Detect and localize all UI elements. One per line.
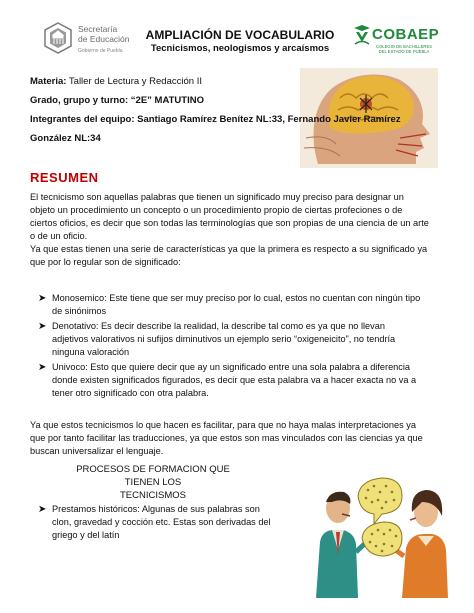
conversation-illustration bbox=[302, 472, 458, 598]
secretaria-line1: Secretaría bbox=[78, 24, 118, 34]
paragraph-line: ciertos oficios, es decir que son todas las terminologías que son propias de una ciencia de un arte bbox=[30, 218, 429, 228]
procesos-heading-line1: PROCESOS DE FORMACION QUE TIENEN LOS bbox=[76, 464, 230, 488]
cobaep-name: COBAEP bbox=[372, 26, 440, 43]
list-item-monosemico bbox=[38, 292, 448, 320]
bullet-line: donde existen significados figurados, es decir que esta palabra va a hacer exacta no va a bbox=[52, 375, 417, 385]
procesos-heading bbox=[58, 463, 248, 502]
integrantes-line1: Integrantes del equipo: Santiago Ramírez Benítez NL:33, Fernando Javier Ramírez bbox=[30, 114, 401, 125]
paragraph-line: que por tanto facilitar las traducciones, ya que estos son mas vinculados con las ciencias ya que bbox=[30, 433, 423, 443]
paragraph-line: El tecnicismo son aquellas palabras que tienen un significado muy preciso para designar un bbox=[30, 192, 404, 202]
paragraph-line: o de un oficio. bbox=[30, 231, 88, 241]
resumen-paragraph-3 bbox=[30, 419, 450, 458]
arrow-bullet-icon: ➤ bbox=[38, 362, 47, 373]
arrow-bullet-icon: ➤ bbox=[38, 504, 47, 515]
bullet-line: Univoco: Esto que quiere decir que ay un significado entre una sola palabra a diferencia bbox=[52, 362, 411, 372]
bullet-line: griego y del latín bbox=[52, 530, 120, 540]
resumen-paragraph-1 bbox=[30, 191, 450, 243]
cobaep-logo bbox=[352, 20, 440, 68]
arrow-bullet-icon: ➤ bbox=[38, 293, 47, 304]
bullet-line: Monosemico: Este tiene que ser muy preciso por lo cual, estos no cuentan con ningún tipo bbox=[52, 293, 421, 303]
document-subtitle: Tecnicismos, neologismos y arcaísmos bbox=[150, 43, 330, 54]
bullet-line: Denotativo: Es decir describe la realidad, la describe tal como es ya que no llevan bbox=[52, 321, 385, 331]
grado-line: Grado, grupo y turno: “2E” MATUTINO bbox=[30, 95, 204, 106]
bullet-line: tener otro significado con otra palabra. bbox=[52, 388, 209, 398]
procesos-heading-line2: TECNICISMOS bbox=[120, 490, 186, 501]
materia-label: Materia: bbox=[30, 76, 67, 87]
secretaria-line2: de Educación bbox=[78, 34, 130, 44]
document-title: AMPLIACIÓN DE VOCABULARIO bbox=[145, 28, 335, 42]
secretaria-line3: Gobierno de Puebla bbox=[78, 48, 123, 54]
bullet-line: de sinónimos bbox=[52, 306, 107, 316]
secretaria-emblem-icon bbox=[44, 22, 72, 54]
bullet-line: Prestamos históricos: Algunas de sus palabras son bbox=[52, 504, 260, 514]
materia-value: Taller de Lectura y Redacción II bbox=[66, 76, 202, 87]
paragraph-line: Ya que estas tienen una serie de características ya que la primera es respecto a su significado ya bbox=[30, 244, 428, 254]
bullet-line: ninguna valoración bbox=[52, 347, 130, 357]
integrantes-line2: González NL:34 bbox=[30, 133, 101, 144]
resumen-heading: RESUMEN bbox=[30, 170, 99, 185]
materia-line bbox=[30, 76, 202, 87]
cobaep-subtitle: COLEGIO DE BACHILLERES DEL ESTADO DE PUEBLA bbox=[375, 44, 433, 54]
paragraph-line: que por lo regular son de significado: bbox=[30, 257, 181, 267]
resumen-paragraph-2 bbox=[30, 243, 450, 269]
list-item-prestamos bbox=[38, 503, 288, 545]
bullet-line: clon, gravedad y cocción etc. Estas son derivadas del bbox=[52, 517, 271, 527]
paragraph-line: objeto un procedimiento un concepto o un procedimiento propio de ciertas profeciones o de bbox=[30, 205, 403, 215]
paragraph-line: buscan universalizar el lenguaje. bbox=[30, 446, 164, 456]
paragraph-line: Ya que estos tecnicismos lo que hacen es facilitar, para que no haya malas interpretaciones ya bbox=[30, 420, 416, 430]
arrow-bullet-icon: ➤ bbox=[38, 321, 47, 332]
cobaep-emblem-icon bbox=[352, 24, 372, 46]
list-item-denotativo bbox=[38, 320, 448, 360]
list-item-univoco bbox=[38, 361, 448, 401]
bullet-line: adjetivos valorativos ni sufijos diminutivos un ejemplo serio “oxigeneicito”, no tendría bbox=[52, 334, 396, 344]
